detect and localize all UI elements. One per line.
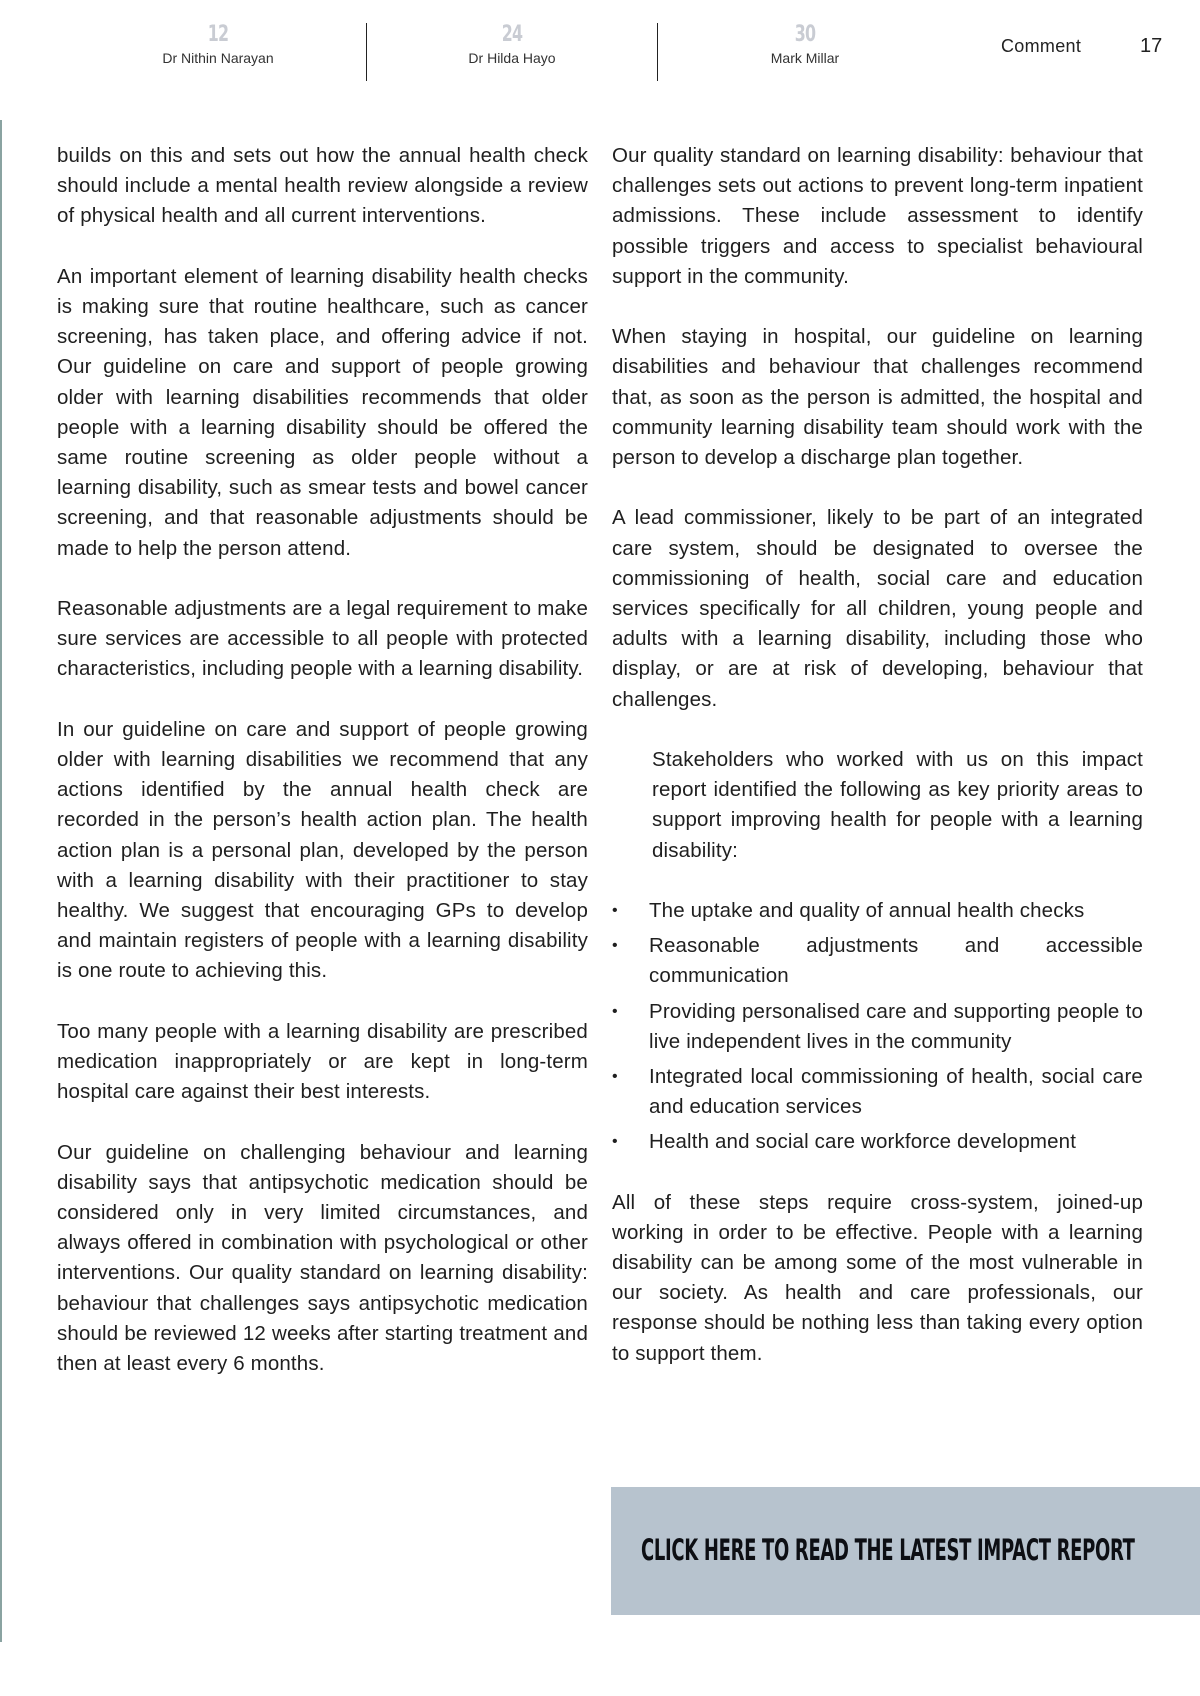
toc-page-number: 12 <box>207 22 229 47</box>
list-item <box>612 997 1143 1057</box>
priorities-list <box>612 896 1143 1158</box>
page-header <box>0 0 1200 110</box>
right-column <box>612 141 1143 1399</box>
bullet-icon: • <box>612 902 618 920</box>
bullet-icon: • <box>612 1002 618 1020</box>
toc-author: Dr Nithin Narayan <box>162 50 274 66</box>
bullet-icon: • <box>612 1133 618 1151</box>
page-number: 17 <box>1140 35 1163 57</box>
paragraph: In our guideline on care and support of people growing older with learning disabilities we recommend that any actions identified by the annual health check are recorded in the person’s health action plan. The health action plan is a personal plan, developed by the person with a learning disability with their practitioner to stay healthy. We suggest that encouraging GPs to develop and maintain registers of people with a learning disability is one route to achieving this. <box>57 717 588 983</box>
cta-label: CLICK HERE TO READ THE LATEST IMPACT REPORT <box>641 1533 1135 1567</box>
left-column <box>57 141 588 1409</box>
priorities-intro: Stakeholders who worked with us on this impact report identified the following as key priority areas to support improving health for people with a learning disability: <box>652 748 1143 862</box>
list-item-text: Reasonable adjustments and accessible communication <box>649 934 1143 988</box>
toc-link-narayan[interactable] <box>83 22 353 66</box>
header-divider <box>366 23 367 81</box>
toc-page-number: 30 <box>794 22 816 47</box>
section-label: Comment <box>1001 36 1082 56</box>
toc-link-hayo[interactable] <box>377 22 647 66</box>
toc-page-number: 24 <box>501 22 523 47</box>
list-item <box>612 1127 1143 1157</box>
paragraph: A lead commissioner, likely to be part of an integrated care system, should be designated to oversee the commissioning of health, social care and education services specifically for all children, young people and adults with a learning disability, including those who display, or are at risk of developing, behaviour that challenges. <box>612 506 1143 711</box>
list-item-text: The uptake and quality of annual health checks <box>649 899 1085 923</box>
toc-author: Dr Hilda Hayo <box>468 50 556 66</box>
closing-paragraph: All of these steps require cross-system, joined-up working in order to be effective. People with a learning disability can be among some of the most vulnerable in our society. As health and care professionals, our response should be nothing less than taking every option to support them. <box>612 1190 1143 1365</box>
page-margin-rule <box>0 120 2 1642</box>
list-item <box>612 1062 1143 1122</box>
list-item <box>612 896 1143 926</box>
list-item-text: Health and social care workforce development <box>649 1130 1077 1154</box>
toc-link-millar[interactable] <box>670 22 940 66</box>
header-divider <box>657 23 658 81</box>
paragraph: Our guideline on challenging behaviour and learning disability says that antipsychotic medication should be considered only in very limited circumstances, and always offered in combination with psychological or other interventions. Our quality standard on learning disability: behaviour that challenges says antipsychotic medication should be reviewed 12 weeks after starting treatment and then at least every 6 months. <box>57 1140 588 1376</box>
paragraph: When staying in hospital, our guideline on learning disabilities and behaviour that challenges recommend that, as soon as the person is admitted, the hospital and community learning disability team should work with the person to develop a discharge plan together. <box>612 325 1143 470</box>
bullet-icon: • <box>612 937 618 955</box>
paragraph: An important element of learning disability health checks is making sure that routine healthcare, such as cancer screening, has taken place, and offering advice if not. Our guideline on care and support of people growing older with learning disabilities recommends that older people with a learning disability should be offered the same routine screening as older people without a learning disability, such as smear tests and bowel cancer screening, and that reasonable adjustments should be made to help the person attend. <box>57 264 588 560</box>
paragraph: Too many people with a learning disability are prescribed medication inappropriately or are kept in long-term hospital care against their best interests. <box>57 1019 588 1104</box>
list-item-text: Integrated local commissioning of health, social care and education services <box>649 1065 1143 1119</box>
read-impact-report-button[interactable] <box>611 1487 1200 1615</box>
paragraph: Reasonable adjustments are a legal requirement to make sure services are accessible to all people with protected characteristics, including people with a learning disability. <box>57 597 588 681</box>
bullet-icon: • <box>612 1068 618 1086</box>
toc-author: Mark Millar <box>770 50 840 66</box>
list-item <box>612 931 1143 991</box>
paragraph: builds on this and sets out how the annual health check should include a mental health review alongside a review of physical health and all current interventions. <box>57 144 588 228</box>
paragraph: Our quality standard on learning disability: behaviour that challenges sets out actions to prevent long-term inpatient admissions. These include assessment to identify possible triggers and access to specialist behavioural support in the community. <box>612 144 1143 288</box>
list-item-text: Providing personalised care and supporting people to live independent lives in the community <box>649 999 1143 1053</box>
